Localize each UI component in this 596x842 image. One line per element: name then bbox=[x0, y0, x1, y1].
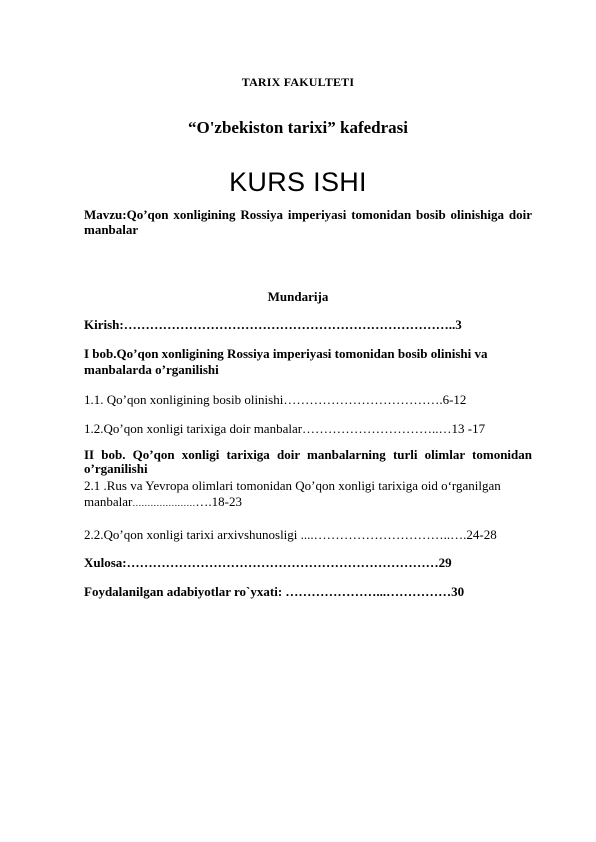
document-title: KURS ISHI bbox=[229, 167, 367, 197]
faculty-name: TARIX FAKULTETI bbox=[241, 75, 355, 89]
department-name: “O'zbekiston tarixi” kafedrasi bbox=[187, 118, 409, 137]
toc-entry-chapter-2: II bob. Qo’qon xonligi tarixiga doir manbalarning turli olimlar tomonidan o’rganilishi bbox=[84, 447, 532, 476]
toc-entry-section-1-1: 1.1. Qo’qon xonligining bosib olinishi……………………………….6-12 bbox=[84, 392, 467, 407]
toc-heading: Mundarija bbox=[267, 289, 329, 304]
toc-entry-chapter-1: I bob.Qo’qon xonligining Rossiya imperiyasi tomonidan bosib olinishi va manbalarda o’rganilishi bbox=[84, 346, 488, 377]
section-2-1-pages: ….18-23 bbox=[195, 494, 242, 509]
section-2-1-dots: ………………… bbox=[132, 498, 196, 508]
toc-entry-section-2-1 bbox=[84, 478, 532, 511]
toc-entry-bibliography: Foydalanilgan adabiyotlar ro`yxati: …………………...……………30 bbox=[84, 584, 465, 599]
section-2-1-text: 2.1 .Rus va Yevropa olimlari tomonidan Qo’qon xonligi tarixiga oid o‘rganilgan manbalar bbox=[84, 478, 501, 509]
toc-entry-conclusion: Xulosa:………………………………………………………………29 bbox=[84, 555, 452, 570]
toc-entry-section-2-2: 2.2.Qo’qon xonligi tarixi arxivshunosligi ....…………………………..….24-28 bbox=[84, 527, 497, 542]
topic-line: Mavzu:Qo’qon xonligining Rossiya imperiyasi tomonidan bosib olinishiga doir manbalar bbox=[84, 207, 532, 237]
toc-entry-section-1-2: 1.2.Qo’qon xonligi tarixiga doir manbalar…………………………..…13 -17 bbox=[84, 421, 486, 436]
toc-entry-introduction: Kirish:…………………………………………………………………..3 bbox=[84, 317, 462, 332]
